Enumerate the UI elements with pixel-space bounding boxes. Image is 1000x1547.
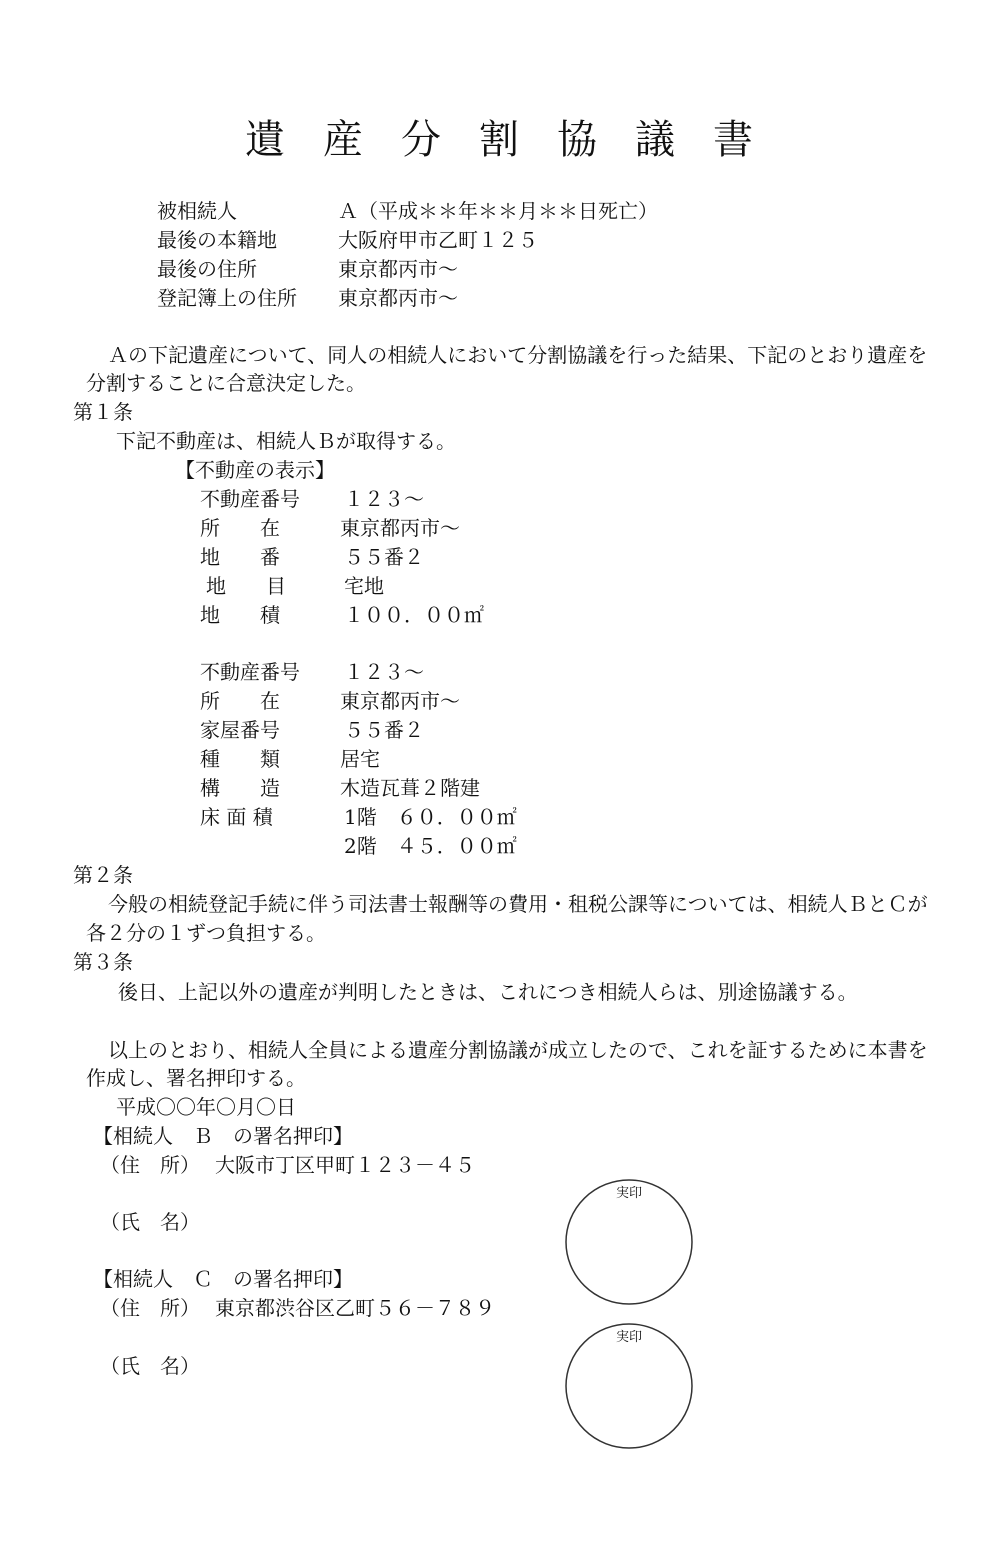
last-address-label: 最後の住所 xyxy=(157,257,257,281)
property-value: 東京都丙市～ xyxy=(340,689,460,713)
property-value: 居宅 xyxy=(340,747,380,771)
property-value: 2階 ４５．００㎡ xyxy=(344,834,517,858)
property-label: 地 積 xyxy=(200,603,280,627)
address-value: 東京都渋谷区乙町５６－７８９ xyxy=(215,1296,495,1320)
registry-address-value: 東京都丙市～ xyxy=(338,286,458,310)
property-label: 所 在 xyxy=(200,689,280,713)
seal-circle xyxy=(564,1322,694,1450)
registry-address-label: 登記簿上の住所 xyxy=(157,286,297,310)
seal-label: 実印 xyxy=(615,1186,642,1201)
property-label: 不動産番号 xyxy=(200,660,300,684)
address-label: （住 所） xyxy=(100,1153,200,1177)
address-value: 大阪市丁区甲町１２３－４５ xyxy=(215,1153,475,1177)
heir-heading: 【相続人 Ｂ の署名押印】 xyxy=(93,1124,353,1148)
domicile-label: 最後の本籍地 xyxy=(157,228,277,252)
closing-line: 以上のとおり、相続人全員による遺産分割協議が成立したので、これを証するために本書を xyxy=(108,1038,928,1062)
property-value: 1階 ６０．００㎡ xyxy=(344,805,517,829)
document-date: 平成〇〇年〇月〇日 xyxy=(116,1095,296,1119)
property-label: 地 番 xyxy=(200,545,280,569)
name-label: （氏 名） xyxy=(100,1354,200,1378)
article-text: 各２分の１ずつ負担する。 xyxy=(86,921,326,945)
last-address-value: 東京都丙市～ xyxy=(338,257,458,281)
name-label: （氏 名） xyxy=(100,1210,200,1234)
property-label: 床 面 積 xyxy=(200,805,273,829)
property-value: １００．００㎡ xyxy=(344,603,484,627)
article-heading: 第３条 xyxy=(73,950,133,974)
property-value: 宅地 xyxy=(344,574,384,598)
property-label: 家屋番号 xyxy=(200,718,280,742)
article-text: 下記不動産は、相続人Ｂが取得する。 xyxy=(116,429,456,453)
property-value: 木造瓦葺２階建 xyxy=(340,776,480,800)
article-heading: 第２条 xyxy=(73,863,133,887)
heir-heading: 【相続人 Ｃ の署名押印】 xyxy=(93,1267,353,1291)
property-value: １２３～ xyxy=(344,487,424,511)
decedent-label: 被相続人 xyxy=(157,199,237,223)
property-value: １２３～ xyxy=(344,660,424,684)
article-text: 今般の相続登記手続に伴う司法書士報酬等の費用・租税公課等については、相続人ＢとＣが xyxy=(108,892,928,916)
seal-circle xyxy=(564,1178,694,1306)
article-text: 後日、上記以外の遺産が判明したときは、これにつき相続人らは、別途協議する。 xyxy=(118,980,858,1004)
article-heading: 第１条 xyxy=(73,400,133,424)
domicile-value: 大阪府甲市乙町１２５ xyxy=(338,228,538,252)
property-value: ５５番２ xyxy=(344,718,424,742)
property-label: 地 目 xyxy=(206,574,286,598)
intro-line: Ａの下記遺産について、同人の相続人において分割協議を行った結果、下記のとおり遺産を xyxy=(108,343,928,367)
decedent-value: Ａ（平成＊＊年＊＊月＊＊日死亡） xyxy=(338,199,658,223)
property-value: 東京都丙市～ xyxy=(340,516,460,540)
property-heading: 【不動産の表示】 xyxy=(175,458,335,482)
seal-label: 実印 xyxy=(615,1330,642,1345)
document-title: 遺産分割協議書 xyxy=(245,117,791,163)
closing-line: 作成し、署名押印する。 xyxy=(86,1066,306,1090)
property-label: 種 類 xyxy=(200,747,280,771)
property-value: ５５番２ xyxy=(344,545,424,569)
property-label: 所 在 xyxy=(200,516,280,540)
property-label: 構 造 xyxy=(200,776,280,800)
property-label: 不動産番号 xyxy=(200,487,300,511)
intro-line: 分割することに合意決定した。 xyxy=(86,371,366,395)
address-label: （住 所） xyxy=(100,1296,200,1320)
